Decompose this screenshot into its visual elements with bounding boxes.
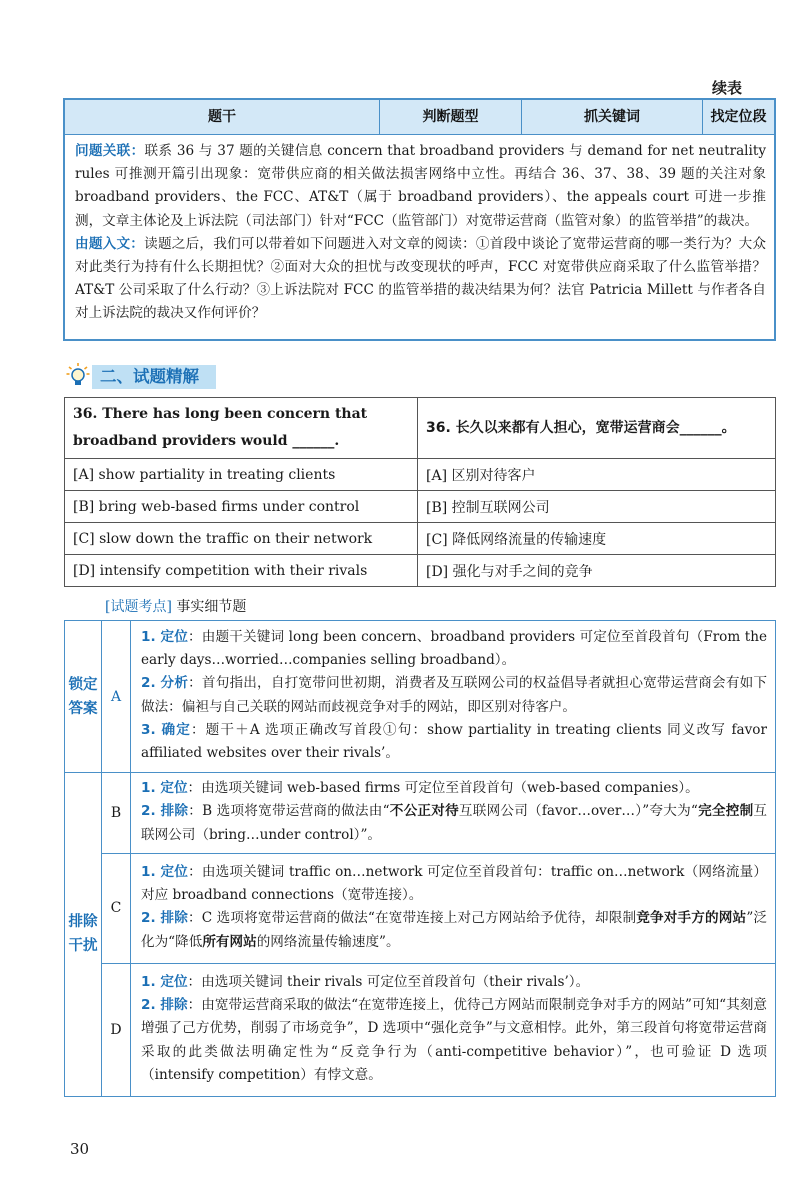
option-en: [A] show partiality in treating clients [65, 459, 418, 491]
option-en: [D] intensify competition with their rivals [65, 555, 418, 587]
analysis-item: 2. 排除：B 选项将宽带运营商的做法由“不公正对待互联网公司（favor…over…）”夸大为“完全控制互联网公司（bring…under control）”。 [141, 803, 768, 843]
analysis-item: 2. 排除：由宽带运营商采取的做法“在宽带连接上，优待己方网站而限制竞争对手方的网站”可知“其刻意增强了己方优势，削弱了市场竞争”，D 选项中“强化竞争”与文意相悖。此外，第三段首句将宽带运营商采取的此类做法明确定性为“反竞争行为（anti-competitive behavior）”，也可验证 D 选项（intensify competition）有悖文意。 [141, 996, 767, 1083]
option-en: [B] bring web-based firms under control [65, 491, 418, 523]
option-letter: B [102, 773, 131, 854]
analysis-item: 2. 排除：C 选项将宽带运营商的做法“在宽带连接上对己方网站给予优待，却限制竞争对手方的网站”泛化为“降低所有网站的网络流量传输速度”。 [141, 910, 768, 950]
answer-letter: A [102, 621, 131, 773]
analysis-item: 1. 定位：由选项关键词 their rivals 可定位至首段首句（their rivals’）。 [141, 973, 590, 990]
analysis-item: 3. 确定：题干＋A 选项正确改写首段①句：show partiality in treating clients 同义改写 favor affiliated websites over their rivals’。 [141, 721, 767, 762]
table-row [65, 491, 776, 523]
kaodian-text: 事实细节题 [176, 599, 247, 615]
analysis-table [64, 620, 776, 1097]
option-en: [C] slow down the traffic on their network [65, 523, 418, 555]
paragraph [75, 140, 766, 233]
table-body [75, 140, 766, 326]
page-number: 30 [70, 1140, 90, 1158]
question-table [64, 397, 776, 587]
category-lock-answer: 锁定 答案 [65, 621, 102, 773]
question-stem-en: 36. There has long been concern that broadband providers would ______. [65, 398, 418, 459]
paragraph [75, 233, 766, 326]
kaodian-label: [试题考点] [105, 599, 172, 615]
paragraph-text: 联系 36 与 37 题的关键信息 concern that broadband providers 与 demand for net neutrality rules 可推测开篇引出现象：宽带供应商的相关做法损害网络中立性。再结合 36、37、38、39 题的关注对象 broadband providers、the FCC、AT&T（属于 broadband providers）、the appeals court 可进一步推测，文章主体论及上诉法院（司法部门）针对“FCC（监管部门）对宽带运营商（监管对象）的监管举措”的裁决。 [75, 143, 767, 229]
analysis-text [131, 773, 776, 854]
table-row [65, 555, 776, 587]
table-header [65, 100, 774, 135]
option-letter: D [102, 963, 131, 1096]
table-row [65, 963, 776, 1096]
analysis-text [131, 963, 776, 1096]
header-cell: 找定位段 [710, 109, 767, 125]
question-stem-zh: 36. 长久以来都有人担心，宽带运营商会______。 [418, 398, 776, 459]
option-zh: [C] 降低网络流量的传输速度 [418, 523, 776, 555]
analysis-item: 2. 分析：首句指出，自打宽带问世初期，消费者及互联网公司的权益倡导者就担心宽带运营商会有如下做法：偏袒与自己关联的网站而歧视竞争对手的网站，即区别对待客户。 [141, 675, 767, 715]
category-exclude: 排除 干扰 [65, 773, 102, 1097]
option-letter: C [102, 853, 131, 963]
option-zh: [D] 强化与对手之间的竞争 [418, 555, 776, 587]
continuation-table [63, 98, 776, 341]
question-type [105, 597, 246, 617]
option-zh: [B] 控制互联网公司 [418, 491, 776, 523]
analysis-text [131, 621, 776, 773]
paragraph-label: 问题关联： [75, 143, 145, 159]
header-cell: 判断题型 [380, 100, 522, 134]
table-row [65, 523, 776, 555]
paragraph-text: 读题之后，我们可以带着如下问题进入对文章的阅读：①首段中谈论了宽带运营商的哪一类行为？大众对此类行为持有什么长期担忧？②面对大众的担忧与改变现状的呼声，FCC 对宽带供应商采取了什么监管举措？AT&T 公司采取了什么行动？③上诉法院对 FCC 的监管举措的裁决结果为何？法官 Patricia Millett 与作者各自对上诉法院的裁决又作何评价？ [75, 235, 766, 322]
analysis-item: 1. 定位：由选项关键词 traffic on…network 可定位至首段首句：traffic on…network（网络流量）对应 broadband connections（宽带连接）。 [141, 863, 768, 904]
continued-label: 续表 [712, 79, 743, 97]
paragraph-label: 由题入文： [75, 235, 145, 252]
section-title: 二、试题精解 [100, 367, 199, 386]
analysis-item: 1. 定位：由选项关键词 web-based firms 可定位至首段首句（web-based companies）。 [141, 780, 699, 796]
header-cell: 题干 [65, 100, 380, 134]
analysis-text [131, 853, 776, 963]
lightbulb-icon [66, 362, 90, 388]
table-row [65, 773, 776, 854]
option-zh: [A] 区别对待客户 [418, 459, 776, 491]
table-row [65, 853, 776, 963]
table-row [65, 459, 776, 491]
table-row [65, 398, 776, 459]
table-row [65, 621, 776, 773]
header-cell: 抓关键词 [522, 100, 703, 134]
analysis-item: 1. 定位：由题干关键词 long been concern、broadband providers 可定位至首段首句（From the early days…worried…companies selling broadband）。 [141, 628, 767, 668]
